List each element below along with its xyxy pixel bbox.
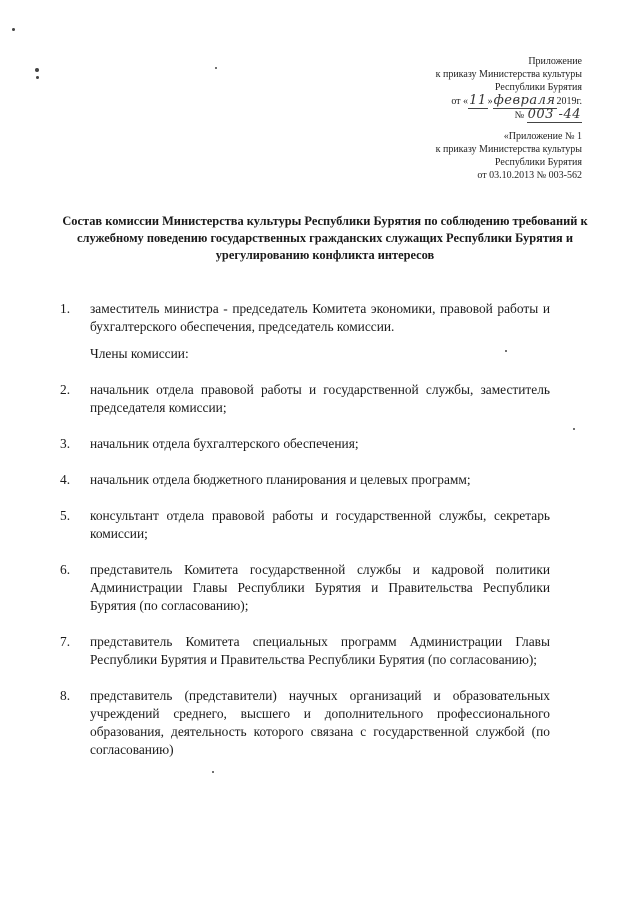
item-text: начальник отдела бухгалтерского обеспечения; [90,436,359,451]
list-item [60,687,550,759]
item-number: 8. [60,688,71,703]
list-item [60,471,550,489]
item-text: начальник отдела бюджетного планирования и целевых программ; [90,472,471,487]
prev-appendix-date-number: от 03.10.2013 № 003-562 [477,170,582,181]
list-item [60,633,550,669]
appendix-number [436,108,582,122]
item-number: 7. [60,634,71,649]
item-number: 6. [60,562,71,577]
list-item [60,381,550,417]
list-item [60,300,550,336]
item-text: представитель Комитета специальных программ Администрации Главы Республики Бурятия и Правительства Республики Бурятия (по согласованию); [90,634,550,667]
prev-appendix-title: «Приложение № 1 [503,131,582,142]
scan-speck [12,28,15,31]
commission-list [60,300,550,759]
item-number: 5. [60,508,71,523]
item-text: консультант отдела правовой работы и государственной службы, секретарь комиссии; [90,508,550,541]
item-text: заместитель министра - председатель Комитета экономики, правовой работы и бухгалтерского обеспечения, председатель комиссии. [90,301,550,334]
date-day-handwritten: 11 [469,93,487,108]
document-title: Состав комиссии Министерства культуры Республики Бурятия по соблюдению требований к служебному поведению государственных гражданских служащих Республики Бурятия и урегулированию конфликта интересов [62,214,588,262]
appendix-title: Приложение [528,56,582,67]
scan-speck [573,428,575,430]
item-number: 3. [60,436,71,451]
appendix-date [436,94,582,108]
appendix-order-ref: к приказу Министерства культуры [435,69,582,80]
list-item [60,507,550,543]
item-text: начальник отдела правовой работы и государственной службы, заместитель председателя комиссии; [90,382,550,415]
date-prefix: от « [451,96,469,107]
item-number: 2. [60,382,71,397]
scan-speck [215,67,217,69]
item-number: 4. [60,472,71,487]
prev-appendix-order-ref: к приказу Министерства культуры [435,144,582,155]
scan-speck [36,76,39,79]
list-item [60,561,550,615]
date-mid: » [487,96,493,107]
scan-speck [212,771,214,773]
scan-speck [505,350,507,352]
scan-speck [35,68,39,72]
number-prefix: № [514,110,525,121]
appendix-previous-header [436,130,582,182]
item-text: представитель Комитета государственной службы и кадровой политики Администрации Главы Республики Бурятия и Правительства Республики Бурятия (по согласованию); [90,562,550,613]
prev-appendix-republic: Республики Бурятия [494,157,582,168]
number-handwritten: 003 -44 [527,107,581,122]
item-number: 1. [60,301,71,316]
list-item [60,435,550,453]
date-month-handwritten: февраля [493,93,556,108]
members-heading: Члены комиссии: [90,346,189,361]
appendix-republic: Республики Бурятия [494,82,582,93]
appendix-current-header [436,55,582,122]
item-text: представитель (представители) научных организаций и образовательных учреждений среднего, высшего и дополнительного профессионального образования, деятельность которого связана с государственной службой (по согласованию) [90,688,550,757]
date-year: 2019г. [556,96,582,107]
